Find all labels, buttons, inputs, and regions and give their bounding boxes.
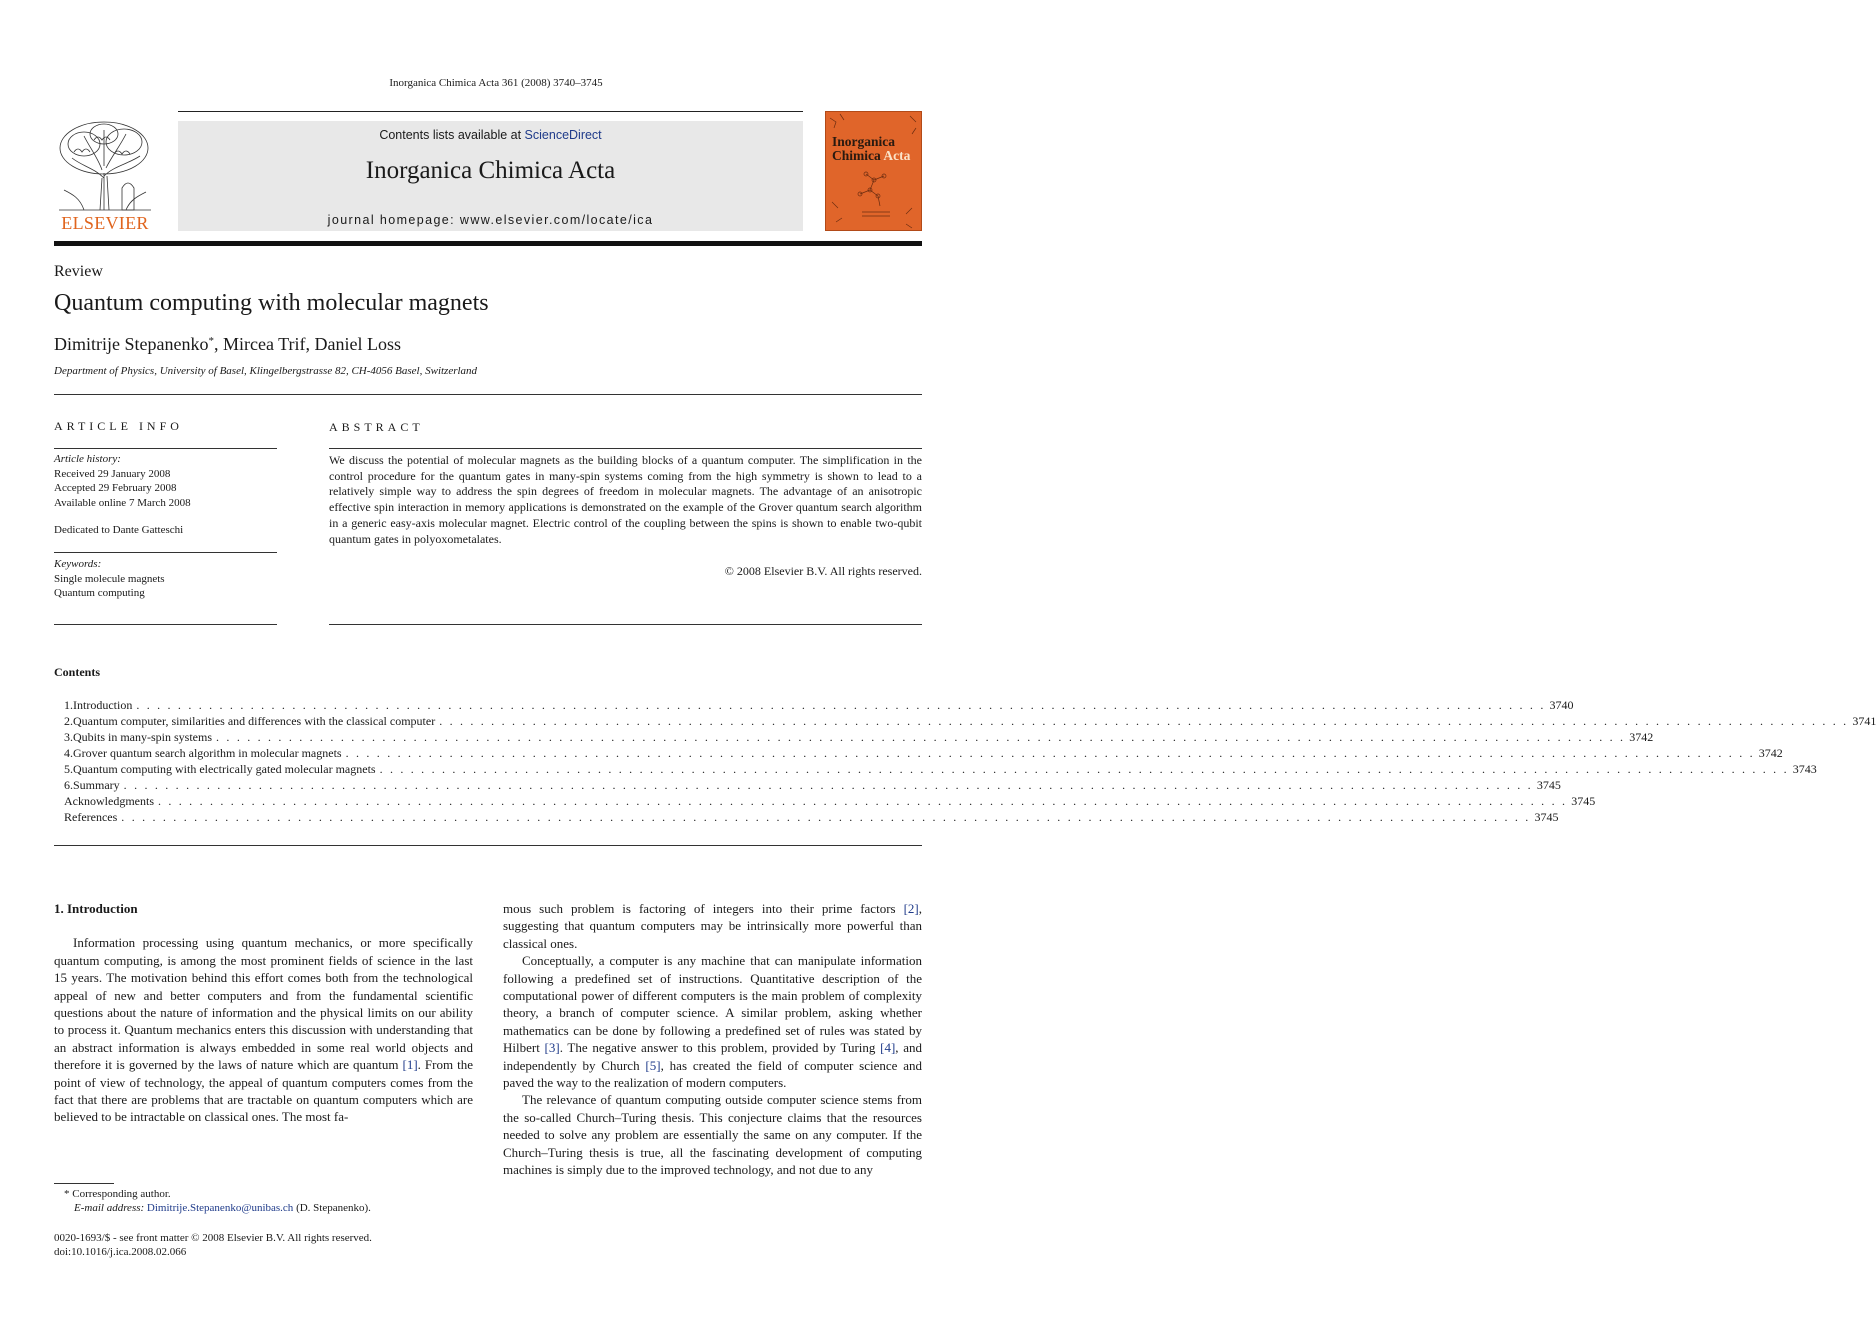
article-title: Quantum computing with molecular magnets	[54, 290, 489, 316]
elsevier-wordmark: ELSEVIER	[61, 213, 149, 233]
other-authors: , Mircea Trif, Daniel Loss	[213, 334, 401, 354]
paragraph: The relevance of quantum computing outside computer science stems from the so-called Church–Turing thesis. This conjecture claims that the resources needed to solve any problem are essentially the same on any computer. If the Church–Turing thesis is true, all the fascinating development of computing machines is simply due to the improved technology, and not due to any	[503, 1092, 922, 1178]
toc-number: 4.	[64, 746, 73, 760]
toc-label: Summary	[73, 778, 120, 792]
toc-label: Quantum computer, similarities and differences with the classical computer	[73, 714, 436, 728]
keywords-rule	[54, 552, 277, 553]
table-of-contents	[54, 697, 1876, 825]
email-link[interactable]: Dimitrije.Stepanenko@unibas.ch	[146, 1202, 294, 1214]
toc-page: 3743	[1792, 762, 1817, 776]
cover-title-line-1: Inorganica	[832, 134, 896, 149]
header-top-rule	[178, 111, 803, 112]
toc-entry[interactable]	[54, 713, 1876, 729]
toc-leader: . . . . . . . . . . . . . . . . . . . . . . . . . . . . . . . . . . . . . . . . . . . . . . . . . . . . . . . . . . . . . . . . . . . . . . . . . . . . . . . . . . . . . . . . . . . . . . . . . . . . . . . . . . . . . . . . . . . . . . . . . . . . . . . . . . . . . . . .	[121, 810, 1531, 824]
toc-label: Acknowledgments	[64, 794, 154, 808]
toc-label: Grover quantum search algorithm in molecular magnets	[73, 746, 342, 760]
toc-number: 5.	[64, 762, 73, 776]
abstract-copyright: © 2008 Elsevier B.V. All rights reserved.	[724, 564, 922, 578]
paragraph-text: Conceptually, a computer is any machine that can manipulate information following a predefined set of instructions. Quantitative description of the computational power of different computers is the main problem of complexity theory, a branch of computer science. A similar problem, asking whether mathematics can be done by following a predefined set of rules was stated by Hilbert	[503, 953, 922, 1056]
toc-number: 1.	[64, 698, 73, 712]
elsevier-tree-icon	[54, 118, 156, 214]
citation-link[interactable]: [3]	[544, 1040, 560, 1056]
article-info-rule	[54, 448, 277, 449]
journal-title: Inorganica Chimica Acta	[365, 157, 616, 184]
issn-line: 0020-1693/$ - see front matter © 2008 Elsevier B.V. All rights reserved.	[54, 1232, 372, 1244]
paragraph	[503, 900, 922, 952]
received-date: Received 29 January 2008	[54, 467, 171, 480]
cover-title-word-acta: Acta	[880, 148, 911, 163]
paragraph-text: , and independently by Church	[503, 1040, 922, 1073]
doi-line[interactable]: doi:10.1016/j.ica.2008.02.066	[54, 1246, 187, 1258]
paragraph	[503, 952, 922, 1091]
email-footnote	[54, 1201, 474, 1215]
toc-label: References	[64, 810, 118, 824]
toc-page: 3745	[1571, 794, 1596, 808]
toc-leader: . . . . . . . . . . . . . . . . . . . . . . . . . . . . . . . . . . . . . . . . . . . . . . . . . . . . . . . . . . . . . . . . . . . . . . . . . . . . . . . . . . . . . . . . . . . . . . . . . . . . . . . . . . . . . . . . . . . . . . . . . . . . . . . . . . . . . . . .	[157, 794, 1568, 808]
toc-leader: . . . . . . . . . . . . . . . . . . . . . . . . . . . . . . . . . . . . . . . . . . . . . . . . . . . . . . . . . . . . . . . . . . . . . . . . . . . . . . . . . . . . . . . . . . . . . . . . . . . . . . . . . . . . . . . . . . . . . . . . . . . . . . . . . . . . . . . .	[216, 730, 1626, 744]
header-divider	[54, 241, 922, 246]
dedication: Dedicated to Dante Gatteschi	[54, 524, 184, 536]
article-info-bottom-rule	[54, 624, 277, 625]
footnote-mark: *	[64, 1188, 70, 1200]
toc-leader: . . . . . . . . . . . . . . . . . . . . . . . . . . . . . . . . . . . . . . . . . . . . . . . . . . . . . . . . . . . . . . . . . . . . . . . . . . . . . . . . . . . . . . . . . . . . . . . . . . . . . . . . . . . . . . . . . . . . . . . . . . . . . . . . . . . . . . . .	[123, 778, 1533, 792]
abstract-bottom-rule	[329, 624, 922, 625]
footnote-rule	[54, 1183, 114, 1184]
contents-divider	[54, 845, 922, 846]
toc-entry[interactable]	[54, 697, 1574, 713]
citation-link[interactable]: [2]	[903, 901, 919, 916]
contents-heading: Contents	[54, 665, 101, 679]
toc-leader: . . . . . . . . . . . . . . . . . . . . . . . . . . . . . . . . . . . . . . . . . . . . . . . . . . . . . . . . . . . . . . . . . . . . . . . . . . . . . . . . . . . . . . . . . . . . . . . . . . . . . . . . . . . . . . . . . . . . . . . . . . . . . . . . . . . . . . . .	[136, 698, 1546, 712]
abstract-heading: ABSTRACT	[329, 420, 424, 434]
article-type: Review	[54, 263, 103, 280]
journal-homepage[interactable]: journal homepage: www.elsevier.com/locate/ica	[327, 213, 654, 227]
paragraph-text: , has created the field of computer science and paved the way to the realization of modern computers.	[503, 1057, 923, 1091]
citation-link[interactable]: [1]	[402, 1057, 418, 1073]
corresponding-author-mark[interactable]: *	[208, 335, 214, 347]
toc-label: Qubits in many-spin systems	[73, 730, 213, 744]
section-heading-introduction: 1. Introduction	[54, 901, 138, 916]
paragraph-text: Information processing using quantum mechanics, or more specifically quantum computing, is among the most prominent fields of science in the last 15 years. The motivation behind this effort comes both from the technological appeal of new and better computers and from the fundamental scientific questions about the nature of information and the physical limits on our ability to process it. Quantum mechanics enters this discussion with understanding that an abstract information is always embedded in some real world objects and therefore it is governed by the laws of nature which are quantum	[54, 935, 473, 1073]
toc-page: 3745	[1536, 778, 1561, 792]
email-suffix: (D. Stepanenko).	[293, 1202, 371, 1214]
toc-entry[interactable]	[54, 809, 1559, 825]
elsevier-logo[interactable]	[54, 118, 156, 234]
citation-link[interactable]: [5]	[645, 1057, 661, 1073]
accepted-date: Accepted 29 February 2008	[54, 482, 177, 494]
cover-title-word-chimica: Chimica	[832, 148, 881, 163]
email-label: E-mail address:	[74, 1202, 147, 1214]
toc-label: Introduction	[73, 698, 133, 712]
contents-available	[178, 128, 803, 142]
paragraph-text: , suggesting that quantum computers may be intrinsically more powerful than classical ones.	[503, 901, 922, 951]
keywords-label: Keywords:	[54, 558, 102, 570]
sciencedirect-link[interactable]: ScienceDirect	[524, 128, 602, 142]
paragraph-text: . From the point of view of technology, the appeal of quantum computers comes from the fact that there are problems that are tractable on quantum computers which are believed to be intractable on classical ones. The most fa-	[54, 1057, 474, 1125]
toc-leader: . . . . . . . . . . . . . . . . . . . . . . . . . . . . . . . . . . . . . . . . . . . . . . . . . . . . . . . . . . . . . . . . . . . . . . . . . . . . . . . . . . . . . . . . . . . . . . . . . . . . . . . . . . . . . . . . . . . . . . . . . . . . . . . . . . . . . . . .	[379, 762, 1789, 776]
abstract-rule	[329, 448, 922, 449]
history-label: Article history:	[54, 453, 121, 465]
toc-label: Quantum computing with electrically gated molecular magnets	[73, 762, 376, 776]
paragraph-text: . The negative answer to this problem, provided by Turing	[559, 1040, 881, 1056]
toc-page: 3740	[1549, 698, 1574, 712]
toc-page: 3741	[1852, 714, 1876, 728]
paragraph-text: mous such problem is factoring of integers into their prime factors	[503, 901, 904, 916]
toc-page: 3742	[1758, 746, 1783, 760]
toc-entry[interactable]	[54, 793, 1596, 809]
cover-molecule-icon	[826, 112, 923, 232]
keyword-item: Quantum computing	[54, 587, 145, 599]
toc-page: 3742	[1629, 730, 1654, 744]
journal-citation: Inorganica Chimica Acta 361 (2008) 3740–3745	[389, 77, 603, 89]
contents-prefix: Contents lists available at	[379, 128, 525, 142]
article-history	[54, 452, 277, 510]
footnote-corresponding: Corresponding author.	[72, 1188, 171, 1200]
article-info-heading: ARTICLE INFO	[54, 419, 183, 433]
toc-leader: . . . . . . . . . . . . . . . . . . . . . . . . . . . . . . . . . . . . . . . . . . . . . . . . . . . . . . . . . . . . . . . . . . . . . . . . . . . . . . . . . . . . . . . . . . . . . . . . . . . . . . . . . . . . . . . . . . . . . . . . . . . . . . . . . . . . . . . .	[439, 714, 1849, 728]
citation-link[interactable]: [4]	[880, 1040, 896, 1056]
keywords	[54, 557, 277, 601]
toc-leader: . . . . . . . . . . . . . . . . . . . . . . . . . . . . . . . . . . . . . . . . . . . . . . . . . . . . . . . . . . . . . . . . . . . . . . . . . . . . . . . . . . . . . . . . . . . . . . . . . . . . . . . . . . . . . . . . . . . . . . . . . . . . . . . . . . . . . . . .	[345, 746, 1755, 760]
paragraph	[54, 934, 473, 1125]
affiliation: Department of Physics, University of Basel, Klingelbergstrasse 82, CH-4056 Basel, Switzerland	[54, 365, 478, 377]
toc-number: 3.	[64, 730, 73, 744]
toc-number: 6.	[64, 778, 73, 792]
toc-entry[interactable]	[54, 777, 1561, 793]
body-left-column	[54, 900, 473, 1126]
journal-banner	[178, 121, 803, 231]
corresponding-footnote	[54, 1187, 474, 1201]
toc-page: 3745	[1534, 810, 1559, 824]
toc-entry[interactable]	[54, 745, 1783, 761]
toc-number: 2.	[64, 714, 73, 728]
journal-cover-thumbnail[interactable]	[825, 111, 922, 231]
body-right-column	[503, 900, 922, 1179]
toc-entry[interactable]	[54, 729, 1654, 745]
keyword-item: Single molecule magnets	[54, 572, 165, 585]
title-divider	[54, 394, 922, 395]
toc-entry[interactable]	[54, 761, 1817, 777]
abstract-text: We discuss the potential of molecular magnets as the building blocks of a quantum computer. The simplification in the control procedure for the quantum gates in many-spin systems coming from the high symmetry is shown to lead to a relatively simple way to address the spin degrees of freedom in molecular magnets. The advantage of an anisotropic effective spin interaction in memory applications is demonstrated on the example of the Grover quantum search algorithm in a generic easy-axis molecular magnet. Electric control of the coupling between the spins is shown to enable two-qubit quantum gates in polyoxometalates.	[329, 453, 922, 546]
author-stepanenko[interactable]: Dimitrije Stepanenko	[54, 334, 209, 354]
author-list	[54, 334, 401, 355]
online-date: Available online 7 March 2008	[54, 496, 191, 509]
